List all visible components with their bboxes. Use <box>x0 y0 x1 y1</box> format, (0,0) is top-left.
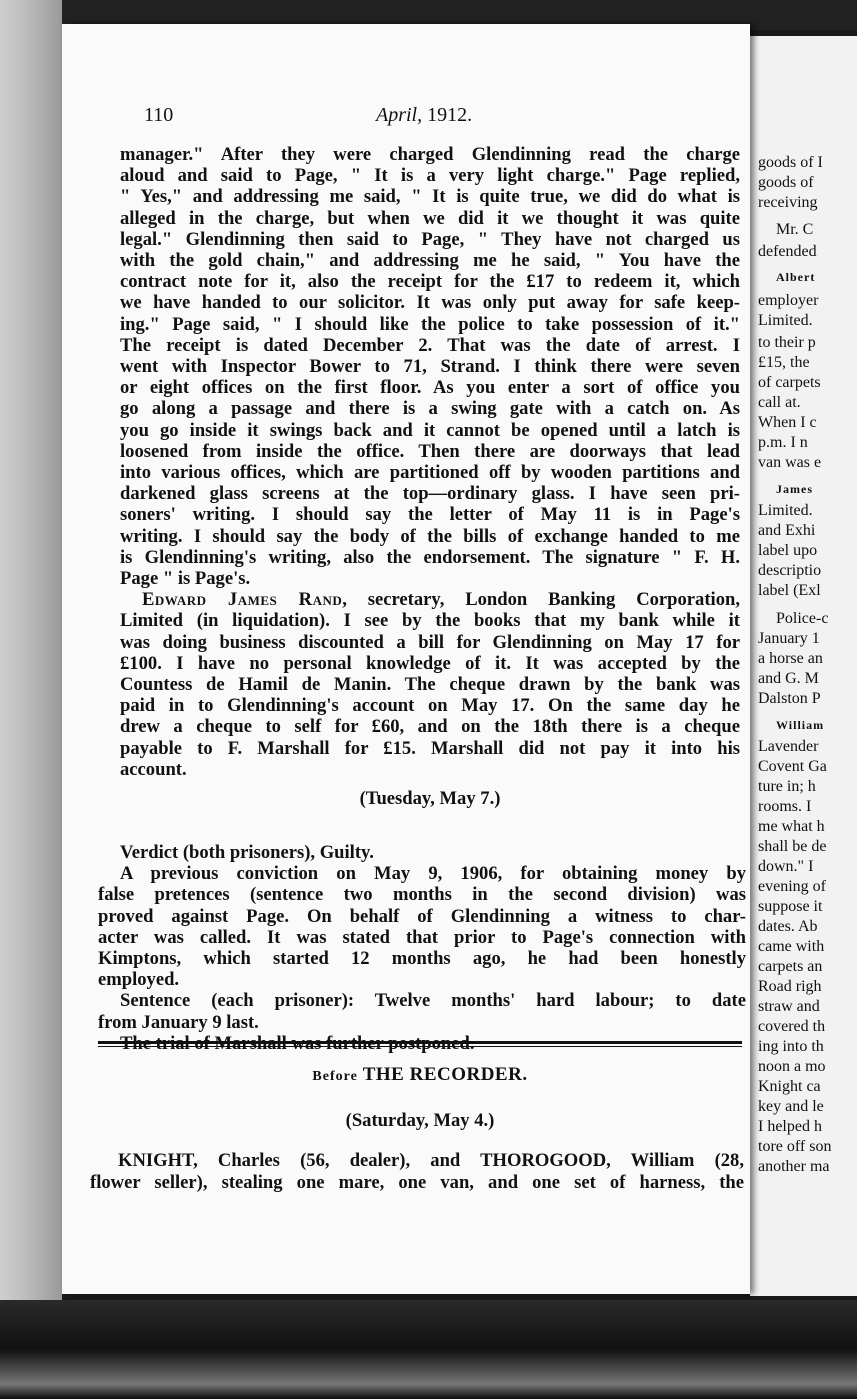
facing-page-line: Lavender <box>758 738 819 755</box>
facing-page-line: defended <box>758 243 817 260</box>
text-line: Sentence (each prisoner): Twelve months' hard labour; to date <box>120 990 746 1012</box>
facing-page-line: down." I <box>758 858 814 875</box>
text-line: writing. I should say the body of the bills of exchange handed to me <box>120 525 740 547</box>
facing-page-line: came with <box>758 938 825 955</box>
facing-page-line: £15, the <box>758 354 810 371</box>
paragraph-testimony <box>120 144 740 589</box>
heading-recorder: THE RECORDER. <box>357 1064 528 1085</box>
scan-border-left <box>0 0 62 1399</box>
witness-name: Edward James Rand <box>142 589 343 611</box>
text-line: aloud and said to Page, " It is a very light charge." Page replied, <box>120 165 740 187</box>
testimony-text <box>120 144 740 809</box>
text-line: false pretences (sentence two months in the second division) was <box>98 884 746 906</box>
text-line: The receipt is dated December 2. That was the date of arrest. I <box>120 334 740 356</box>
facing-page-line: label (Exl <box>758 582 821 599</box>
facing-page-line: to their p <box>758 334 816 351</box>
paragraph-rand <box>120 610 740 780</box>
text-line: acter was called. It was stated that prior to Page's connection with <box>98 926 746 948</box>
facing-page-line: tore off son <box>758 1138 832 1155</box>
facing-page-line: Limited. <box>758 502 813 519</box>
facing-page-line: shall be de <box>758 838 827 855</box>
text-line: A previous conviction on May 9, 1906, for obtaining money by <box>120 863 746 885</box>
double-rule-bottom <box>98 1046 742 1047</box>
text-line: loosened from inside the office. Then there are doorways that lead <box>120 440 740 462</box>
scan-border-bottom <box>0 1300 857 1399</box>
case-entry <box>90 1150 744 1194</box>
facing-page-line: Police-c <box>776 610 829 627</box>
facing-page-line: employer <box>758 292 819 309</box>
text-line: manager." After they were charged Glendinning read the charge <box>120 144 740 165</box>
text-line: proved against Page. On behalf of Glendinning a witness to char- <box>98 905 746 927</box>
facing-page-line: carpets an <box>758 958 823 975</box>
facing-page-line: van was e <box>758 454 822 471</box>
text-line: alleged in the charge, but when we did it we thought it was quite <box>120 207 740 229</box>
facing-page-line: evening of <box>758 878 826 895</box>
text-line: £100. I have no personal knowledge of it. It was accepted by the <box>120 652 740 674</box>
text-line: Page " is Page's. <box>120 568 251 590</box>
paragraph-rand-first-line <box>120 589 740 610</box>
facing-page-line: a horse an <box>758 650 823 667</box>
facing-page-line: Road righ <box>758 978 822 995</box>
text-line: account. <box>120 758 187 780</box>
facing-page-line: call at. <box>758 394 801 411</box>
witness-role: , secretary, London Banking Corporation, <box>342 589 740 611</box>
facing-page-line: receiving <box>758 194 818 211</box>
facing-page-line: Limited. <box>758 312 813 329</box>
facing-page-line: rooms. I <box>758 798 812 815</box>
heading-before: Before <box>312 1069 358 1084</box>
text-line: we have handed to our solicitor. It was only put away for safe keep- <box>120 292 740 314</box>
book-page <box>62 24 750 1294</box>
text-line: from January 9 last. <box>98 1011 259 1033</box>
facing-page-line: dates. Ab <box>758 918 818 935</box>
text-line: is Glendinning's writing, also the endorsement. The signature " F. H. <box>120 546 740 568</box>
verdict-line: Verdict (both prisoners), Guilty. <box>120 842 374 863</box>
text-line: darkened glass screens at the top—ordinary glass. I have seen pri- <box>120 483 740 505</box>
facing-page-line: noon a mo <box>758 1058 826 1075</box>
facing-page-line: descriptio <box>758 562 822 579</box>
double-rule-top <box>98 1041 742 1044</box>
facing-page-line: another ma <box>758 1158 830 1175</box>
section-heading <box>98 1064 742 1086</box>
case-line: KNIGHT, Charles (56, dealer), and THOROGOOD, William (28, <box>118 1150 744 1171</box>
facing-page-line: When I c <box>758 414 817 431</box>
text-line: or eight offices on the first floor. As you enter a sort of office you <box>120 377 740 399</box>
text-line: Kimptons, which started 12 months ago, he had been honestly <box>98 948 746 970</box>
text-line: employed. <box>98 969 180 991</box>
paragraph-sentence <box>98 990 746 1032</box>
facing-page-line: Albert <box>776 270 816 284</box>
text-line: Countess de Hamil de Manin. The cheque drawn by the bank was <box>120 674 740 696</box>
running-title <box>376 104 472 127</box>
facing-page-line: straw and <box>758 998 820 1015</box>
running-header <box>62 104 750 134</box>
facing-page-line: James <box>776 482 813 496</box>
text-line: soners' writing. I should say the letter of May 11 is in Page's <box>120 504 740 526</box>
text-line: Limited (in liquidation). I see by the books that my bank while it <box>120 610 740 632</box>
facing-page-line: goods of <box>758 174 814 191</box>
facing-page-line: January 1 <box>758 630 820 647</box>
facing-page-line: label upo <box>758 542 818 559</box>
text-line: payable to F. Marshall for £15. Marshall did not pay it into his <box>120 737 740 759</box>
facing-page-line: covered th <box>758 1018 826 1035</box>
facing-page-line: me what h <box>758 818 825 835</box>
text-line: " Yes," and addressing me said, " It is quite true, we did do what is <box>120 186 740 208</box>
facing-page-line: key and le <box>758 1098 824 1115</box>
text-line: contract note for it, also the receipt for the £17 to redeem it, which <box>120 271 740 293</box>
date-tuesday: (Tuesday, May 7.) <box>359 788 501 810</box>
text-line: went with Inspector Bower to 71, Strand. I think there were seven <box>120 356 740 378</box>
text-line: drew a cheque to self for £60, and on the 18th there is a cheque <box>120 716 740 738</box>
facing-page-line: Knight ca <box>758 1078 821 1095</box>
running-title-year: 1912. <box>427 104 473 126</box>
paragraph-previous-conviction <box>98 863 746 990</box>
facing-page-line: and G. M <box>758 670 819 687</box>
facing-page <box>750 36 857 1296</box>
text-line: legal." Glendinning then said to Page, " They have not charged us <box>120 228 740 250</box>
case-line: flower seller), stealing one mare, one van, and one set of harness, the <box>90 1172 744 1193</box>
facing-page-line: Dalston P <box>758 690 821 707</box>
facing-page-line: ing into th <box>758 1038 824 1055</box>
text-line: ing." Page said, " I should like the police to take possession of it." <box>120 313 740 335</box>
facing-page-line: William <box>776 718 825 732</box>
text-line: go along a passage and there is a swing gate with a catch on. As <box>120 398 740 420</box>
facing-page-line: Mr. C <box>776 221 814 238</box>
date-saturday: (Saturday, May 4.) <box>345 1110 495 1131</box>
facing-page-line: ture in; h <box>758 778 816 795</box>
running-title-month: April, <box>376 104 423 126</box>
facing-page-line: of carpets <box>758 374 821 391</box>
text-line: with the gold chain," and addressing me he said, " You have the <box>120 250 740 272</box>
text-line: paid in to Glendinning's account on May 17. On the same day he <box>120 695 740 717</box>
facing-page-line: p.m. I n <box>758 434 808 451</box>
text-line: was doing business discounted a bill for Glendinning on May 17 for <box>120 631 740 653</box>
facing-page-line: I helped h <box>758 1118 822 1135</box>
facing-page-line: goods of I <box>758 154 823 171</box>
facing-page-line: and Exhi <box>758 522 816 539</box>
text-line: you go inside it swings back and it cannot be opened until a latch is <box>120 419 740 441</box>
facing-page-line: Covent Ga <box>758 758 827 775</box>
text-line: into various offices, which are partitioned off by wooden partitions and <box>120 462 740 484</box>
verdict-block <box>98 842 746 1054</box>
facing-page-line: suppose it <box>758 898 823 915</box>
page-number: 110 <box>144 104 174 126</box>
